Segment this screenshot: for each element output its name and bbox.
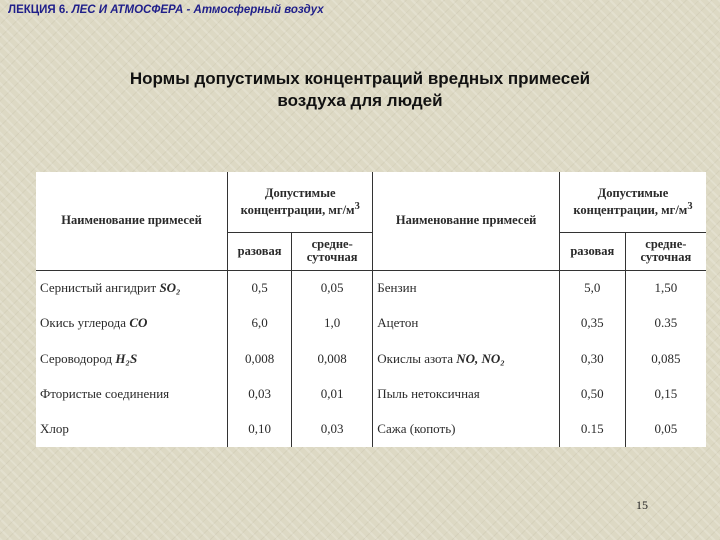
lecture-topic: ЛЕС И АТМОСФЕРА	[71, 4, 184, 16]
col-header-single-right: разовая	[559, 232, 625, 270]
impurity-name-right	[373, 270, 560, 306]
table-row	[36, 376, 706, 411]
col-header-allowed-right-text: Допустимые концентрации, мг/м	[573, 185, 688, 217]
impurity-name-text: Окислы азота	[377, 350, 453, 366]
single-concentration: 0,50	[559, 376, 625, 411]
impurity-name-left	[36, 341, 228, 376]
impurity-name-text: Пыль нетоксичная	[377, 386, 480, 402]
single-concentration: 0,5	[228, 270, 292, 306]
daily-concentration: 1,0	[292, 306, 373, 341]
single-concentration: 0.15	[559, 412, 625, 447]
col-header-allowed-right	[559, 172, 706, 232]
single-concentration: 0,35	[559, 306, 625, 341]
page-number: 15	[636, 498, 648, 512]
chemical-formula: NO, NO₂	[456, 350, 505, 366]
impurity-name-right	[373, 341, 560, 376]
table-row	[36, 341, 706, 376]
daily-concentration: 0,03	[292, 412, 373, 447]
norms-table	[36, 172, 706, 447]
chemical-formula: H₂S	[115, 350, 138, 366]
impurity-name-left	[36, 270, 228, 306]
impurity-name-text: Фтористые соединения	[40, 386, 170, 402]
table-row	[36, 270, 706, 306]
table-row	[36, 412, 706, 447]
single-concentration: 0,30	[559, 341, 625, 376]
lecture-header	[8, 4, 324, 16]
daily-concentration: 0,085	[651, 350, 681, 366]
col-header-allowed-right-sup: 3	[687, 200, 693, 212]
lecture-number: ЛЕКЦИЯ 6.	[8, 4, 69, 16]
daily-concentration: 0.35	[654, 315, 678, 331]
header-separator: -	[186, 4, 191, 16]
impurity-name-text: Окись углерода	[40, 315, 127, 331]
daily-concentration: 0,15	[654, 386, 678, 402]
col-header-allowed-left-text: Допустимые концентрации, мг/м	[240, 185, 355, 217]
col-header-name-right: Наименование примесей	[373, 172, 560, 270]
table-row	[36, 306, 706, 341]
col-header-single-left: разовая	[228, 232, 292, 270]
daily-concentration: 0,05	[292, 270, 373, 306]
single-concentration: 0,008	[228, 341, 292, 376]
daily-concentration: 0,05	[654, 421, 678, 437]
lecture-subtopic: Атмосферный воздух	[193, 4, 324, 16]
impurity-name-left	[36, 306, 228, 341]
daily-concentration: 0,01	[292, 376, 373, 411]
impurity-name-text: Ацетон	[377, 315, 419, 331]
daily-concentration: 1,50	[654, 280, 678, 296]
chemical-formula: CO	[129, 315, 148, 331]
slide-title-line-1: Нормы допустимых концентраций вредных примесей	[129, 69, 591, 88]
col-header-allowed-left-sup: 3	[354, 200, 360, 212]
impurity-name-left	[36, 376, 228, 411]
daily-concentration: 0,008	[292, 341, 373, 376]
single-concentration: 0,03	[228, 376, 292, 411]
col-header-daily-left: средне-суточная	[292, 232, 373, 270]
single-concentration: 5,0	[559, 270, 625, 306]
col-header-name-left: Наименование примесей	[36, 172, 228, 270]
impurity-name-text: Сажа (копоть)	[377, 421, 456, 437]
col-header-allowed-left	[228, 172, 373, 232]
impurity-name-left	[36, 412, 228, 447]
impurity-name-right	[373, 376, 560, 411]
norms-table-container	[36, 172, 706, 447]
chemical-formula: SO₂	[159, 280, 181, 296]
slide-title-line-2: воздуха для людей	[277, 91, 443, 110]
impurity-name-text: Хлор	[40, 421, 69, 437]
impurity-name-text: Сернистый ангидрит	[40, 280, 157, 296]
single-concentration: 6,0	[228, 306, 292, 341]
impurity-name-text: Бензин	[377, 280, 417, 296]
single-concentration: 0,10	[228, 412, 292, 447]
impurity-name-right	[373, 306, 560, 341]
col-header-daily-right: средне-суточная	[625, 232, 706, 270]
impurity-name-text: Сероводород	[40, 350, 113, 366]
slide-title	[40, 68, 680, 112]
impurity-name-right	[373, 412, 560, 447]
